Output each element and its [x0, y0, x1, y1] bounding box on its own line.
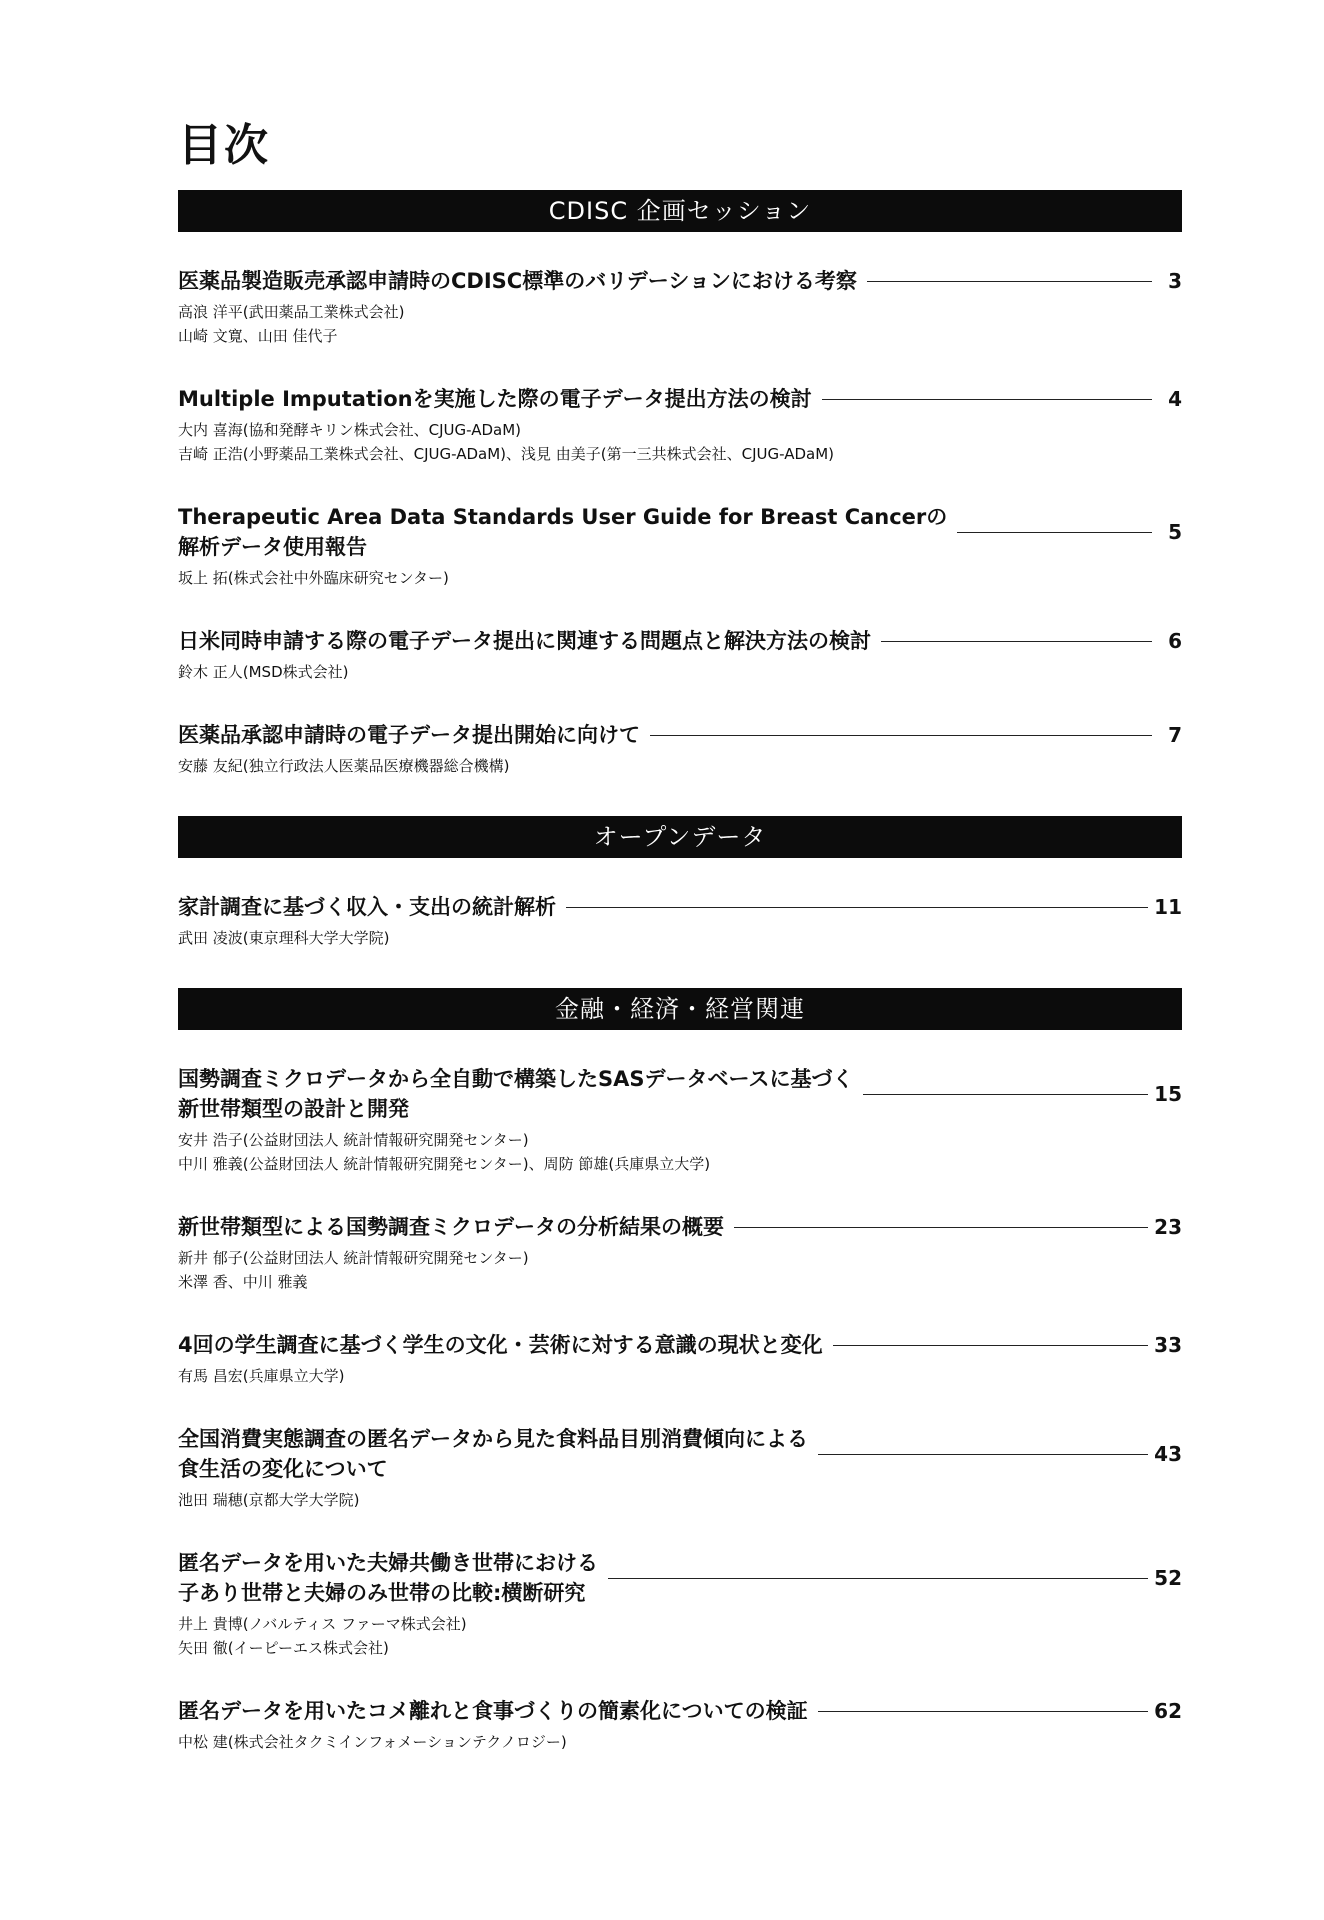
- author-line: 矢田 徹(イーピーエス株式会社): [178, 1639, 389, 1657]
- page-number[interactable]: 11: [1154, 895, 1182, 919]
- page-number[interactable]: 15: [1154, 1082, 1182, 1106]
- entry-head: [178, 1212, 1182, 1242]
- entry-authors: [178, 1730, 1182, 1754]
- toc-page: [178, 118, 1182, 1792]
- entry-authors: [178, 300, 1182, 348]
- entry-title-line: 解析データ使用報告: [178, 535, 367, 559]
- toc-entry[interactable]: [178, 720, 1182, 778]
- entry-authors: [178, 566, 1182, 590]
- author-line: 新井 郁子(公益財団法人 統計情報研究開発センター): [178, 1249, 529, 1267]
- dotted-leader: [818, 1711, 1149, 1712]
- entry-head: [178, 626, 1182, 656]
- toc-sections: [178, 190, 1182, 1792]
- entry-title-line: 日米同時申請する際の電子データ提出に関連する問題点と解決方法の検討: [178, 629, 871, 653]
- entry-title[interactable]: [178, 1064, 853, 1124]
- entry-authors: [178, 1364, 1182, 1388]
- entry-authors: [178, 660, 1182, 684]
- author-line: 米澤 香、中川 雅義: [178, 1273, 308, 1291]
- entry-head: [178, 1064, 1182, 1124]
- entry-title[interactable]: [178, 266, 857, 296]
- entry-title-line: 医薬品承認申請時の電子データ提出開始に向けて: [178, 723, 640, 747]
- author-line: 有馬 昌宏(兵庫県立大学): [178, 1367, 345, 1385]
- entry-head: [178, 892, 1182, 922]
- entry-title-line: 全国消費実態調査の匿名データから見た食料品目別消費傾向による: [178, 1427, 808, 1451]
- author-line: 大内 喜海(協和発酵キリン株式会社、CJUG-ADaM): [178, 421, 522, 439]
- toc-entry[interactable]: [178, 1696, 1182, 1754]
- toc-entry[interactable]: [178, 266, 1182, 348]
- entry-title-line: 子あり世帯と夫婦のみ世帯の比較:横断研究: [178, 1581, 586, 1605]
- entry-authors: [178, 1246, 1182, 1294]
- entry-title[interactable]: [178, 1330, 823, 1360]
- toc-entry[interactable]: [178, 502, 1182, 590]
- toc-section-1: [178, 190, 1182, 816]
- dotted-leader: [734, 1227, 1148, 1228]
- dotted-leader: [881, 641, 1152, 642]
- entry-title-line: Multiple Imputationを実施した際の電子データ提出方法の検討: [178, 387, 812, 411]
- author-line: 吉崎 正浩(小野薬品工業株式会社、CJUG-ADaM)、浅見 由美子(第一三共株式会社、CJUG-ADaM): [178, 445, 835, 463]
- dotted-leader: [566, 907, 1148, 908]
- toc-entry[interactable]: [178, 1548, 1182, 1660]
- entry-title[interactable]: [178, 720, 640, 750]
- toc-entry[interactable]: [178, 384, 1182, 466]
- author-line: 池田 瑞穂(京都大学大学院): [178, 1491, 360, 1509]
- entry-title-line: 4回の学生調査に基づく学生の文化・芸術に対する意識の現状と変化: [178, 1333, 823, 1357]
- entry-authors: [178, 418, 1182, 466]
- section-entries: [178, 232, 1182, 816]
- section-header: オープンデータ: [178, 816, 1182, 858]
- toc-entry[interactable]: [178, 892, 1182, 950]
- dotted-leader: [833, 1345, 1149, 1346]
- page-number[interactable]: 23: [1154, 1215, 1182, 1239]
- entry-title-line: 新世帯類型の設計と開発: [178, 1097, 409, 1121]
- entry-title[interactable]: [178, 1696, 808, 1726]
- author-line: 中川 雅義(公益財団法人 統計情報研究開発センター)、周防 節雄(兵庫県立大学): [178, 1155, 711, 1173]
- entry-head: [178, 266, 1182, 296]
- entry-head: [178, 384, 1182, 414]
- toc-section-2: [178, 816, 1182, 988]
- entry-head: [178, 720, 1182, 750]
- entry-authors: [178, 1612, 1182, 1660]
- page-number[interactable]: 33: [1154, 1333, 1182, 1357]
- author-line: 武田 凌波(東京理科大学大学院): [178, 929, 390, 947]
- dotted-leader: [822, 399, 1152, 400]
- dotted-leader: [650, 735, 1152, 736]
- entry-title[interactable]: [178, 626, 871, 656]
- toc-entry[interactable]: [178, 1330, 1182, 1388]
- page-number[interactable]: 3: [1168, 269, 1182, 293]
- entry-title[interactable]: [178, 892, 556, 922]
- entry-head: [178, 1696, 1182, 1726]
- dotted-leader: [818, 1454, 1148, 1455]
- author-line: 安藤 友紀(独立行政法人医薬品医療機器総合機構): [178, 757, 510, 775]
- entry-title-line: 匿名データを用いたコメ離れと食事づくりの簡素化についての検証: [178, 1699, 808, 1723]
- entry-title-line: Therapeutic Area Data Standards User Guide for Breast Cancerの: [178, 505, 948, 529]
- entry-head: [178, 1548, 1182, 1608]
- page-number[interactable]: 6: [1168, 629, 1182, 653]
- dotted-leader: [957, 532, 1152, 533]
- entry-title-line: 家計調査に基づく収入・支出の統計解析: [178, 895, 556, 919]
- entry-head: [178, 1424, 1182, 1484]
- author-line: 安井 浩子(公益財団法人 統計情報研究開発センター): [178, 1131, 529, 1149]
- page-number[interactable]: 4: [1168, 387, 1182, 411]
- dotted-leader: [608, 1578, 1148, 1579]
- toc-entry[interactable]: [178, 1212, 1182, 1294]
- entry-title[interactable]: [178, 1424, 808, 1484]
- entry-title[interactable]: [178, 384, 812, 414]
- author-line: 井上 貴博(ノバルティス ファーマ株式会社): [178, 1615, 467, 1633]
- entry-authors: [178, 1488, 1182, 1512]
- section-header: 金融・経済・経営関連: [178, 988, 1182, 1030]
- section-entries: [178, 1030, 1182, 1792]
- entry-title[interactable]: [178, 1548, 598, 1608]
- page-number[interactable]: 62: [1154, 1699, 1182, 1723]
- page-number[interactable]: 52: [1154, 1566, 1182, 1590]
- author-line: 高浪 洋平(武田薬品工業株式会社): [178, 303, 405, 321]
- entry-head: [178, 1330, 1182, 1360]
- toc-section-3: [178, 988, 1182, 1792]
- entry-authors: [178, 926, 1182, 950]
- author-line: 坂上 拓(株式会社中外臨床研究センター): [178, 569, 449, 587]
- entry-title-line: 新世帯類型による国勢調査ミクロデータの分析結果の概要: [178, 1215, 724, 1239]
- entry-title-line: 医薬品製造販売承認申請時のCDISC標準のバリデーションにおける考察: [178, 269, 857, 293]
- entry-authors: [178, 754, 1182, 778]
- entry-authors: [178, 1128, 1182, 1176]
- entry-title-line: 食生活の変化について: [178, 1457, 388, 1481]
- entry-title-line: 国勢調査ミクロデータから全自動で構築したSASデータベースに基づく: [178, 1067, 854, 1091]
- section-header: CDISC 企画セッション: [178, 190, 1182, 232]
- toc-entry[interactable]: [178, 1424, 1182, 1512]
- entry-head: [178, 502, 1182, 562]
- entry-title[interactable]: [178, 502, 947, 562]
- entry-title-line: 匿名データを用いた夫婦共働き世帯における: [178, 1551, 598, 1575]
- dotted-leader: [863, 1094, 1148, 1095]
- section-entries: [178, 858, 1182, 988]
- entry-title[interactable]: [178, 1212, 724, 1242]
- dotted-leader: [867, 281, 1152, 282]
- page-number[interactable]: 43: [1154, 1442, 1182, 1466]
- page-number[interactable]: 5: [1168, 520, 1182, 544]
- author-line: 山崎 文寛、山田 佳代子: [178, 327, 338, 345]
- toc-entry[interactable]: [178, 626, 1182, 684]
- author-line: 鈴木 正人(MSD株式会社): [178, 663, 349, 681]
- toc-entry[interactable]: [178, 1064, 1182, 1176]
- page-number[interactable]: 7: [1168, 723, 1182, 747]
- author-line: 中松 建(株式会社タクミインフォメーションテクノロジー): [178, 1733, 567, 1751]
- page-title: 目次: [178, 120, 270, 171]
